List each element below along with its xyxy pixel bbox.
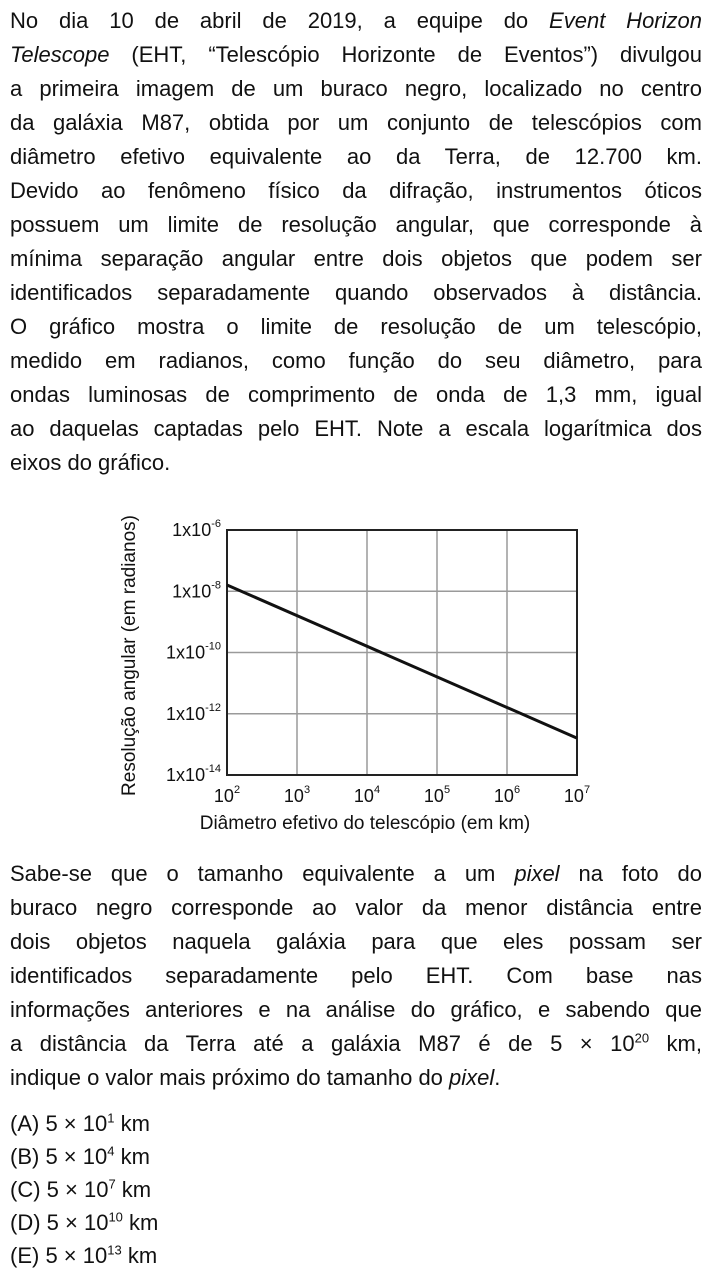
option-base: 5 × 10 xyxy=(45,1111,108,1136)
option-e[interactable] xyxy=(10,1239,158,1272)
option-letter: (A) xyxy=(10,1111,46,1136)
tick-exponent: 7 xyxy=(583,784,591,796)
option-unit: km xyxy=(115,1177,152,1202)
x-tick-label xyxy=(284,784,310,806)
exponent: 20 xyxy=(634,1030,650,1046)
question-line: identificados separadamente pelo EHT. Com base nas xyxy=(10,963,702,988)
tick-exponent: -14 xyxy=(205,763,221,775)
intro-line: identificados separadamente quando observados à distância. xyxy=(10,280,702,305)
tick-base: 1x10 xyxy=(172,581,212,602)
x-axis-label: Diâmetro efetivo do telescópio (em km) xyxy=(199,813,531,834)
option-unit: km xyxy=(122,1210,159,1235)
question-line: dois objetos naquela galáxia para que eles possam ser xyxy=(10,929,702,954)
option-d[interactable] xyxy=(10,1206,158,1239)
tick-base: 1x10 xyxy=(166,642,206,663)
option-unit: km xyxy=(114,1144,150,1169)
tick-exponent: 5 xyxy=(443,784,451,796)
x-tick-label xyxy=(494,784,520,806)
intro-line: diâmetro efetivo equivalente ao da Terra, de 12.700 km. xyxy=(10,144,702,169)
tick-base: 10 xyxy=(423,786,444,806)
y-axis-label: Resolução angular (em radianos) xyxy=(119,515,140,796)
intro-line: medido em radianos, como função do seu diâmetro, para xyxy=(10,348,702,373)
option-base: 5 × 10 xyxy=(45,1144,108,1169)
question-line: informações anteriores e na análise do gráfico, e sabendo que xyxy=(10,997,702,1022)
italic-term: pixel xyxy=(449,1065,495,1090)
question-line: a distância da Terra até a galáxia M87 é de $5 \times 10^{20}$ km, xyxy=(10,1030,702,1056)
tick-exponent: -8 xyxy=(211,579,221,592)
question-paragraph xyxy=(10,857,702,1095)
tick-base: 1x10 xyxy=(172,520,212,540)
chart-series xyxy=(227,585,577,738)
tick-exponent: -6 xyxy=(211,518,221,530)
tick-base: 10 xyxy=(283,786,304,806)
option-unit: km xyxy=(121,1243,158,1268)
option-a[interactable] xyxy=(10,1107,158,1140)
y-tick-label xyxy=(166,702,221,724)
intro-line: mínima separação angular entre dois objetos que podem ser xyxy=(10,246,702,271)
italic-term: Telescope xyxy=(10,42,110,67)
series-line xyxy=(227,585,577,738)
intro-line: da galáxia M87, obtida por um conjunto de telescópios com xyxy=(10,110,702,135)
option-b[interactable] xyxy=(10,1140,158,1173)
question-line: Sabe-se que o tamanho equivalente a um pixel na foto do xyxy=(10,861,702,886)
x-tick-label xyxy=(564,784,590,806)
resolution-chart xyxy=(110,513,610,843)
option-c[interactable] xyxy=(10,1173,158,1206)
option-base: 5 × 10 xyxy=(46,1210,109,1235)
option-letter: (B) xyxy=(10,1144,46,1169)
intro-line: No dia 10 de abril de 2019, a equipe do Event Horizon xyxy=(10,8,702,33)
intro-line: eixos do gráfico. xyxy=(10,450,171,475)
x-tick-label xyxy=(214,784,240,806)
tick-exponent: -12 xyxy=(205,701,221,714)
option-exponent: 4 xyxy=(107,1143,115,1159)
intro-line: O gráfico mostra o limite de resolução de um telescópio, xyxy=(10,314,702,339)
tick-base: 10 xyxy=(213,786,234,806)
x-tick-labels xyxy=(214,784,590,806)
tick-base: 10 xyxy=(563,786,584,806)
x-tick-label xyxy=(354,784,380,806)
tick-exponent: 2 xyxy=(233,784,241,796)
y-tick-label xyxy=(172,518,221,540)
question-line: buraco negro corresponde ao valor da menor distância entre xyxy=(10,895,702,920)
tick-base: 10 xyxy=(353,786,374,806)
option-exponent: 13 xyxy=(107,1242,122,1258)
intro-line: Telescope (EHT, “Telescópio Horizonte de Eventos”) divulgou xyxy=(10,42,702,67)
tick-exponent: 6 xyxy=(513,784,521,796)
question-line: indique o valor mais próximo do tamanho do pixel. xyxy=(10,1065,501,1090)
option-letter: (C) xyxy=(10,1177,47,1202)
option-letter: (E) xyxy=(10,1243,46,1268)
tick-exponent: -10 xyxy=(205,640,221,653)
y-tick-label xyxy=(172,579,221,601)
tick-base: 1x10 xyxy=(166,765,206,785)
y-tick-label xyxy=(166,763,221,785)
intro-line: a primeira imagem de um buraco negro, localizado no centro xyxy=(10,76,702,101)
option-exponent: 10 xyxy=(108,1209,123,1225)
intro-paragraph xyxy=(10,4,702,480)
answer-options xyxy=(10,1107,158,1272)
y-tick-label xyxy=(166,641,221,663)
option-base: 5 × 10 xyxy=(46,1177,109,1202)
intro-line: ondas luminosas de comprimento de onda de 1,3 mm, igual xyxy=(10,382,702,407)
tick-base: 10 xyxy=(493,786,514,806)
tick-exponent: 3 xyxy=(303,784,311,796)
tick-base: 1x10 xyxy=(166,703,206,724)
intro-line: ao daquelas captadas pelo EHT. Note a escala logarítmica dos xyxy=(10,416,702,441)
x-tick-label xyxy=(424,784,450,806)
chart-grid xyxy=(227,530,577,775)
y-tick-labels xyxy=(166,518,221,785)
option-exponent: 7 xyxy=(108,1176,116,1192)
intro-line: possuem um limite de resolução angular, que corresponde à xyxy=(10,212,702,237)
tick-exponent: 4 xyxy=(373,784,381,796)
option-exponent: 1 xyxy=(107,1110,115,1126)
option-letter: (D) xyxy=(10,1210,47,1235)
option-unit: km xyxy=(114,1111,150,1136)
italic-term: Event Horizon xyxy=(549,8,702,33)
intro-line: Devido ao fenômeno físico da difração, instrumentos óticos xyxy=(10,178,702,203)
option-base: 5 × 10 xyxy=(45,1243,108,1268)
italic-term: pixel xyxy=(514,861,560,886)
